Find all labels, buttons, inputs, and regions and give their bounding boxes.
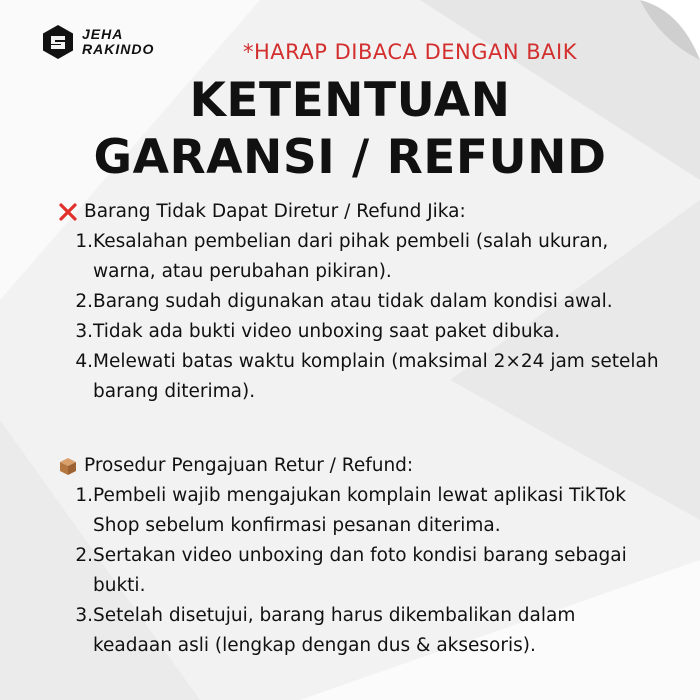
section-list — [58, 481, 660, 661]
page-title — [0, 72, 700, 186]
list-item — [58, 317, 660, 347]
brand-line2: RAKINDO — [82, 41, 155, 57]
package-box-icon — [58, 456, 78, 476]
list-text: Kesalahan pembelian dari pihak pembeli (salah ukuran, warna, atau perubahan pikiran). — [93, 231, 609, 282]
notice-text: *HARAP DIBACA DENGAN BAIK — [243, 40, 577, 64]
section-heading-text: Prosedur Pengajuan Retur / Refund: — [84, 455, 414, 476]
list-number: 2. — [75, 291, 93, 312]
title-line1: KETENTUAN — [189, 73, 511, 128]
list-number: 1. — [75, 231, 93, 252]
list-item — [58, 227, 660, 287]
list-number: 4. — [75, 351, 93, 372]
section-heading — [58, 451, 660, 481]
list-text: Pembeli wajib mengajukan komplain lewat aplikasi TikTok Shop sebelum konfirmasi pesanan diterima. — [93, 485, 626, 536]
list-number: 1. — [75, 485, 93, 506]
section-list — [58, 227, 660, 407]
list-item — [58, 481, 660, 541]
list-text: Sertakan video unboxing dan foto kondisi barang sebagai bukti. — [93, 545, 627, 596]
list-text: Tidak ada bukti video unboxing saat paket dibuka. — [93, 321, 561, 342]
cross-mark-icon — [58, 202, 78, 222]
list-number: 3. — [75, 605, 93, 626]
brand-line1: JEHA — [82, 26, 124, 42]
section-not-refundable — [58, 197, 660, 407]
list-item — [58, 601, 660, 661]
list-item — [58, 347, 660, 407]
list-text: Setelah disetujui, barang harus dikembalikan dalam keadaan asli (lengkap dengan dus & aksesoris). — [93, 605, 576, 656]
title-line2: GARANSI / REFUND — [93, 130, 607, 185]
list-item — [58, 541, 660, 601]
list-number: 3. — [75, 321, 93, 342]
list-number: 2. — [75, 545, 93, 566]
section-heading — [58, 197, 660, 227]
section-refund-procedure — [58, 451, 660, 661]
list-item — [58, 287, 660, 317]
list-text: Barang sudah digunakan atau tidak dalam kondisi awal. — [93, 291, 613, 312]
section-heading-text: Barang Tidak Dapat Diretur / Refund Jika: — [84, 201, 466, 222]
list-text: Melewati batas waktu komplain (maksimal 2×24 jam setelah barang diterima). — [93, 351, 659, 402]
